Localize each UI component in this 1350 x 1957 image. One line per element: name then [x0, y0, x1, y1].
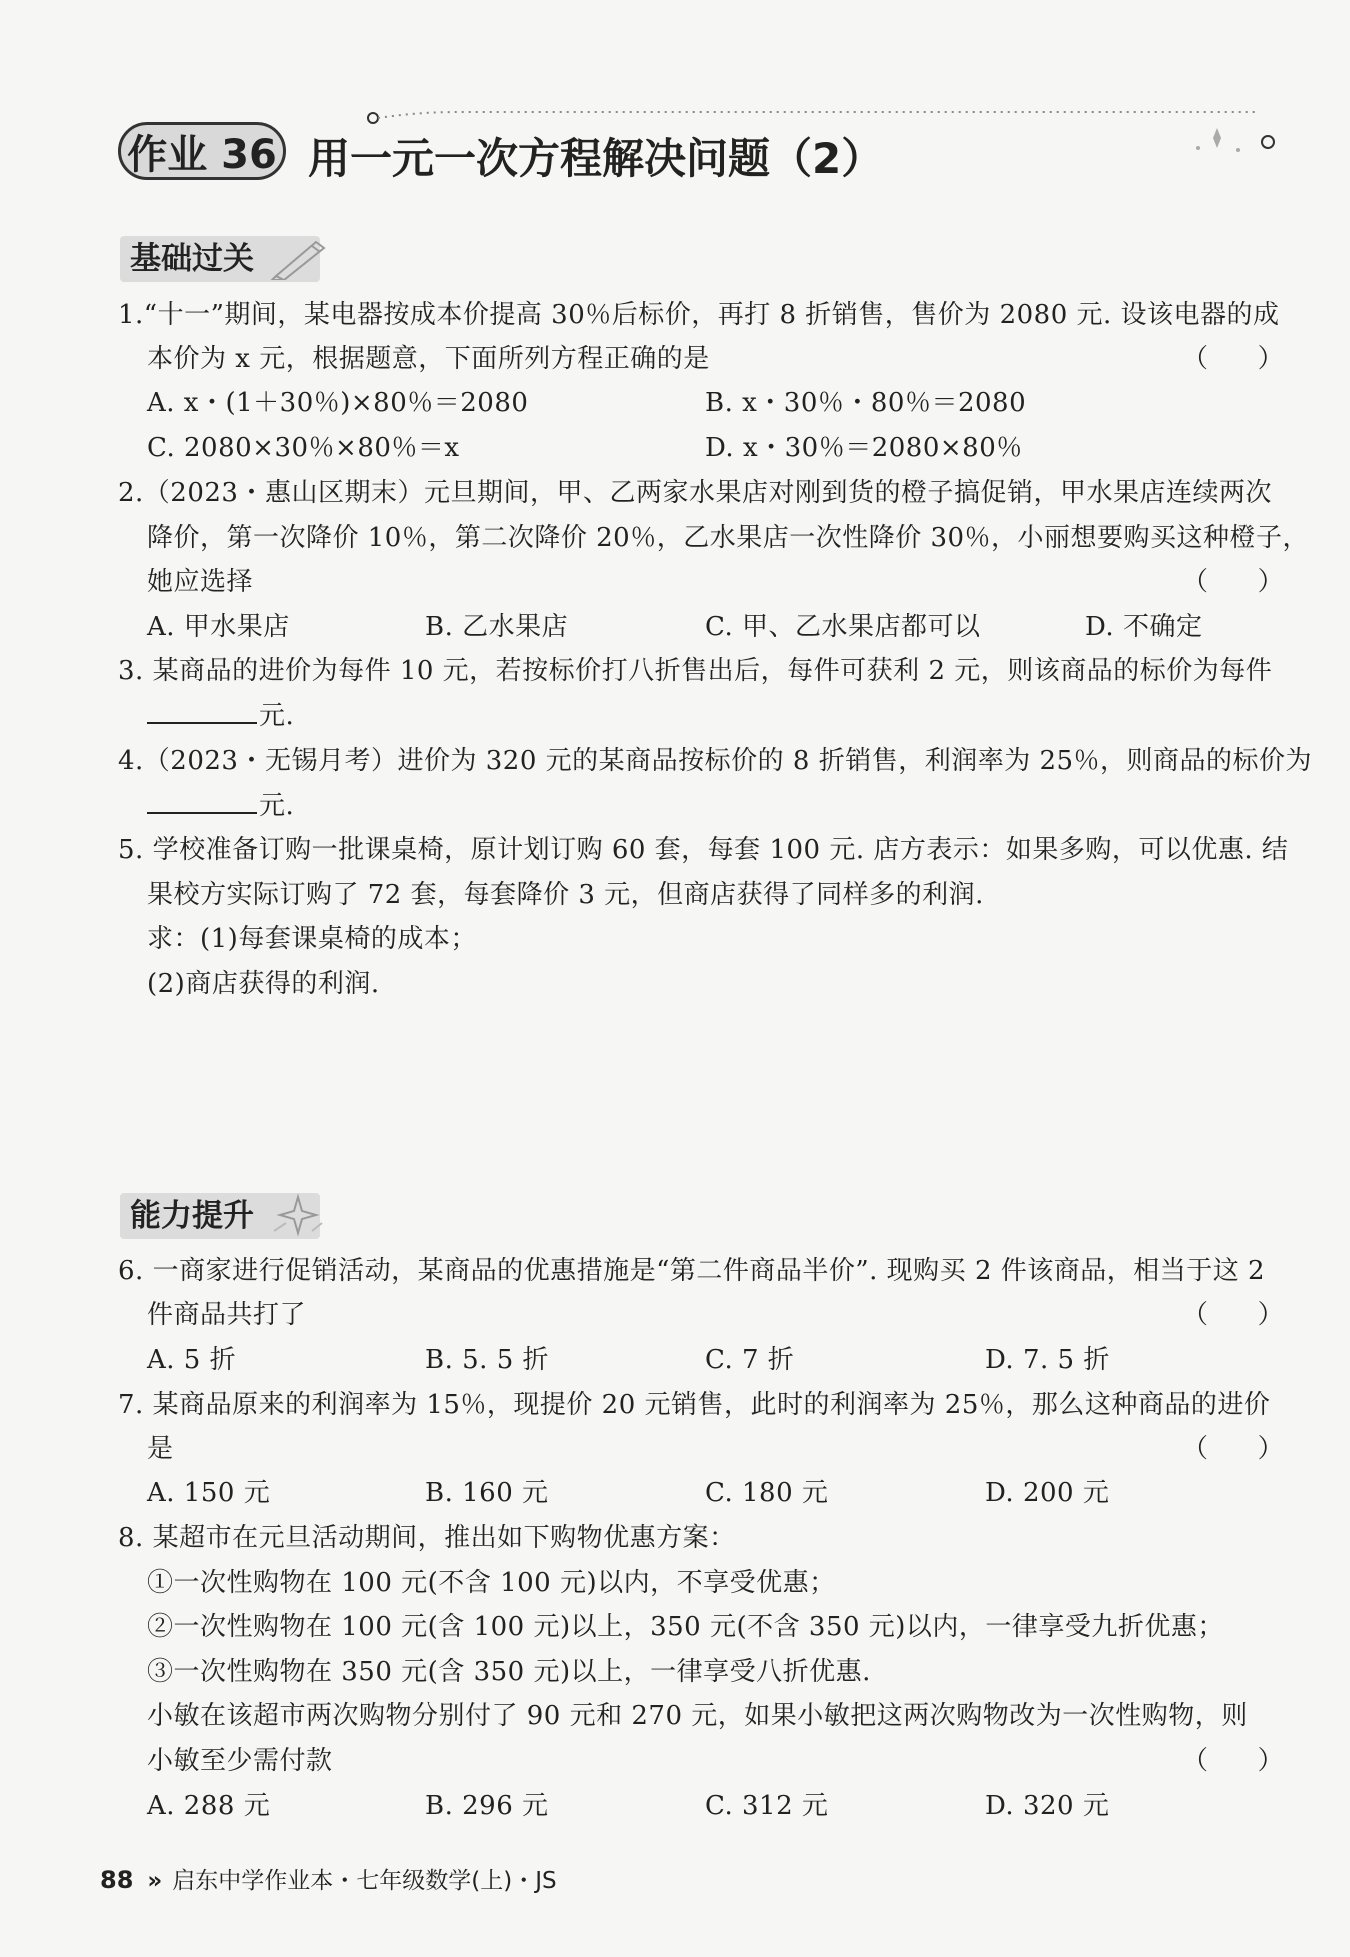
question-3-line-2: 元.	[147, 698, 294, 734]
question-1-line-1: 1.“十一”期间，某电器按成本价提高 30％后标价，再打 8 折销售，售价为 2080 元. 设该电器的成	[118, 300, 1280, 330]
question-2-line-3: 她应选择	[147, 567, 254, 597]
section-advanced-header: 能力提升	[120, 1193, 320, 1239]
question-8-line-6: 小敏至少需付款	[147, 1746, 333, 1776]
option-d: D. 200 元	[985, 1478, 1110, 1508]
title-banner	[118, 118, 1278, 188]
sparkle-icon	[268, 1193, 328, 1237]
question-8-rule-2: ②一次性购物在 100 元(含 100 元)以上，350 元(不含 350 元)以内，一律享受九折优惠；	[147, 1612, 1224, 1642]
option-c: C. 7 折	[705, 1345, 795, 1375]
double-chevron-icon: »	[147, 1868, 163, 1894]
question-5-line-4: (2)商店获得的利润.	[147, 969, 380, 999]
option-b: B. 乙水果店	[425, 612, 569, 642]
option-c: C. 312 元	[705, 1791, 829, 1821]
question-5-line-2: 果校方实际订购了 72 套，每套降价 3 元，但商店获得了同样多的利润.	[147, 880, 984, 910]
page-footer	[100, 1862, 557, 1895]
option-c: C. 甲、乙水果店都可以	[705, 612, 981, 642]
question-7-line-2: 是	[147, 1434, 174, 1464]
question-2-line-2: 降价，第一次降价 10％，第二次降价 20％，乙水果店一次性降价 30％，小丽想要购买这种橙子，	[147, 523, 1310, 553]
book-title: 启东中学作业本・七年级数学(上)・JS	[172, 1868, 557, 1894]
answer-parentheses: （ ）	[1182, 1300, 1284, 1330]
question-8-line-1: 8. 某超市在元旦活动期间，推出如下购物优惠方案：	[118, 1523, 736, 1553]
option-a: A. 5 折	[147, 1345, 237, 1375]
option-a: A. x・(1＋30％)×80％＝2080	[147, 388, 529, 418]
page-title: 用一元一次方程解决问题（2）	[308, 134, 884, 183]
assignment-number-tag: 作业 36	[118, 122, 286, 180]
question-4-line-2: 元.	[147, 788, 294, 824]
answer-parentheses: （ ）	[1182, 344, 1284, 374]
fill-in-blank[interactable]	[147, 698, 257, 724]
option-c: C. 180 元	[705, 1478, 829, 1508]
page-number: 88	[100, 1866, 134, 1894]
option-c: C. 2080×30％×80％＝x	[147, 433, 460, 463]
question-8-rule-1: ①一次性购物在 100 元(不含 100 元)以内，不享受优惠；	[147, 1568, 836, 1598]
question-8-line-5: 小敏在该超市两次购物分别付了 90 元和 270 元，如果小敏把这两次购物改为一次性购物，则	[147, 1701, 1248, 1731]
question-2-line-1: 2.（2023・惠山区期末）元旦期间，甲、乙两家水果店对刚到货的橙子搞促销，甲水果店连续两次	[118, 478, 1272, 508]
option-b: B. x・30％・80％＝2080	[705, 388, 1027, 418]
answer-parentheses: （ ）	[1182, 1434, 1284, 1464]
question-4-line-1: 4.（2023・无锡月考）进价为 320 元的某商品按标价的 8 折销售，利润率为 25％，则商品的标价为	[118, 746, 1313, 776]
question-1-line-2: 本价为 x 元，根据题意，下面所列方程正确的是	[147, 344, 710, 374]
pencil-icon	[268, 236, 328, 280]
question-5-line-3: 求：(1)每套课桌椅的成本；	[147, 924, 477, 954]
question-8-rule-3: ③一次性购物在 350 元(含 350 元)以上，一律享受八折优惠.	[147, 1657, 871, 1687]
option-a: A. 288 元	[147, 1791, 271, 1821]
option-a: A. 150 元	[147, 1478, 271, 1508]
question-6-line-1: 6. 一商家进行促销活动，某商品的优惠措施是“第二件商品半价”. 现购买 2 件该商品，相当于这 2	[118, 1256, 1266, 1286]
answer-parentheses: （ ）	[1182, 567, 1284, 597]
section-basic-header: 基础过关	[120, 236, 320, 282]
question-3-line-1: 3. 某商品的进价为每件 10 元，若按标价打八折售出后，每件可获利 2 元，则该商品的标价为每件	[118, 656, 1273, 686]
option-d: D. 7. 5 折	[985, 1345, 1110, 1375]
option-b: B. 5. 5 折	[425, 1345, 550, 1375]
option-d: D. x・30％＝2080×80％	[705, 433, 1023, 463]
question-6-line-2: 件商品共打了	[147, 1300, 307, 1330]
fill-in-blank[interactable]	[147, 788, 257, 814]
question-5-line-1: 5. 学校准备订购一批课桌椅，原计划订购 60 套，每套 100 元. 店方表示：如果多购，可以优惠. 结	[118, 835, 1289, 865]
option-b: B. 296 元	[425, 1791, 549, 1821]
option-d: D. 320 元	[985, 1791, 1110, 1821]
option-b: B. 160 元	[425, 1478, 549, 1508]
option-a: A. 甲水果店	[147, 612, 290, 642]
answer-parentheses: （ ）	[1182, 1746, 1284, 1776]
question-7-line-1: 7. 某商品原来的利润率为 15％，现提价 20 元销售，此时的利润率为 25％，那么这种商品的进价	[118, 1390, 1271, 1420]
option-d: D. 不确定	[1085, 612, 1203, 642]
